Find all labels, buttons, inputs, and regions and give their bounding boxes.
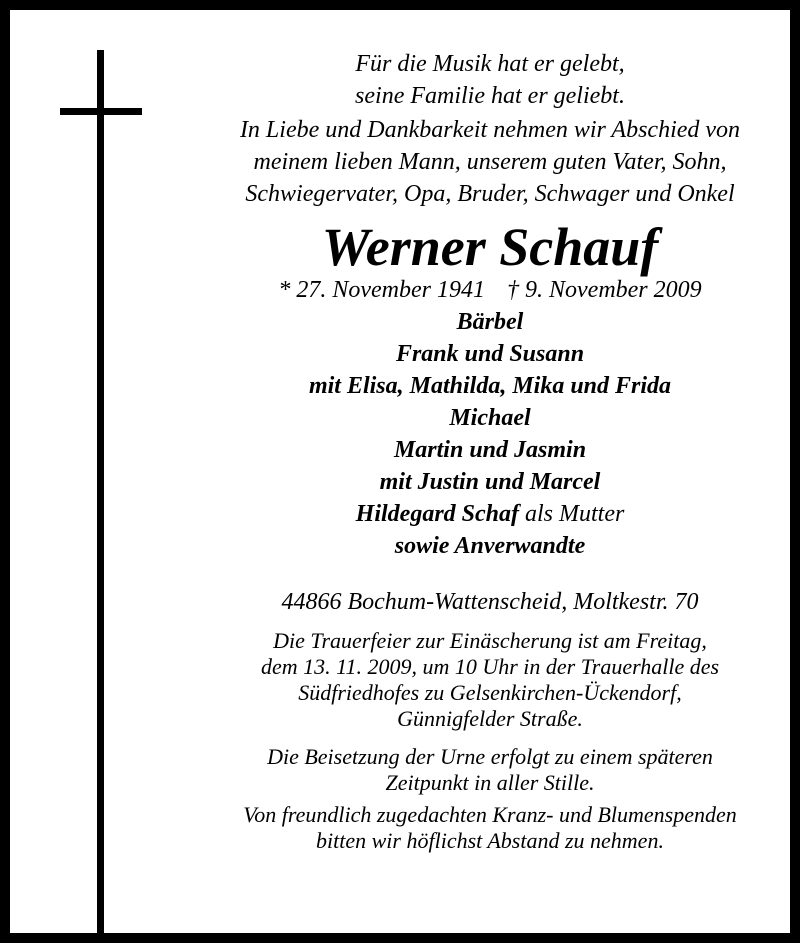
intro-line: Schwiegervater, Opa, Bruder, Schwager und Onkel <box>245 181 735 207</box>
mourner-line: Martin und Jasmin <box>393 437 587 463</box>
mourner-line: mit Elisa, Mathilda, Mika und Frida <box>308 373 672 399</box>
funeral-notice <box>180 628 800 732</box>
mourner-line: Michael <box>449 405 531 431</box>
mourner-line: mit Justin und Marcel <box>379 469 601 495</box>
burial-notice <box>180 744 800 796</box>
obituary-text <box>180 48 800 854</box>
life-dates <box>180 274 800 306</box>
mother-name: Hildegard Schaf <box>355 501 519 527</box>
funeral-line: Die Trauerfeier zur Einäscherung ist am Freitag, <box>273 628 707 653</box>
death-date: † 9. November 2009 <box>507 277 702 303</box>
deceased-name: Werner Schauf <box>321 217 659 277</box>
cross-icon-crossbar <box>60 108 142 115</box>
mother-relation: als Mutter <box>519 501 625 527</box>
mourner-line: sowie Anverwandte <box>394 533 586 559</box>
funeral-line: Günnigfelder Straße. <box>397 706 583 731</box>
funeral-line: Südfriedhofes zu Gelsenkirchen-Ückendorf, <box>298 680 682 705</box>
intro <box>180 114 800 210</box>
intro-line: In Liebe und Dankbarkeit nehmen wir Abschied von <box>239 117 741 143</box>
motto-line: Für die Musik hat er gelebt, <box>355 51 625 77</box>
mourners-list <box>180 306 800 562</box>
motto <box>180 48 800 112</box>
burial-line: Zeitpunkt in aller Stille. <box>385 770 595 795</box>
cross-icon <box>97 50 104 936</box>
flowers-line: Von freundlich zugedachten Kranz- und Blumenspenden <box>243 802 737 827</box>
motto-line: seine Familie hat er geliebt. <box>355 83 625 109</box>
flowers-line: bitten wir höflichst Abstand zu nehmen. <box>316 828 664 853</box>
birth-date: * 27. November 1941 <box>278 277 485 303</box>
funeral-line: dem 13. 11. 2009, um 10 Uhr in der Trauerhalle des <box>260 654 720 679</box>
burial-line: Die Beisetzung der Urne erfolgt zu einem späteren <box>267 744 713 769</box>
address: 44866 Bochum-Wattenscheid, Moltkestr. 70 <box>281 589 699 615</box>
mourner-line: Frank und Susann <box>395 341 585 367</box>
flowers-notice <box>180 802 800 854</box>
mourner-line-mother <box>180 498 800 530</box>
intro-line: meinem lieben Mann, unserem guten Vater, Sohn, <box>253 149 727 175</box>
mourner-line: Bärbel <box>456 309 524 335</box>
